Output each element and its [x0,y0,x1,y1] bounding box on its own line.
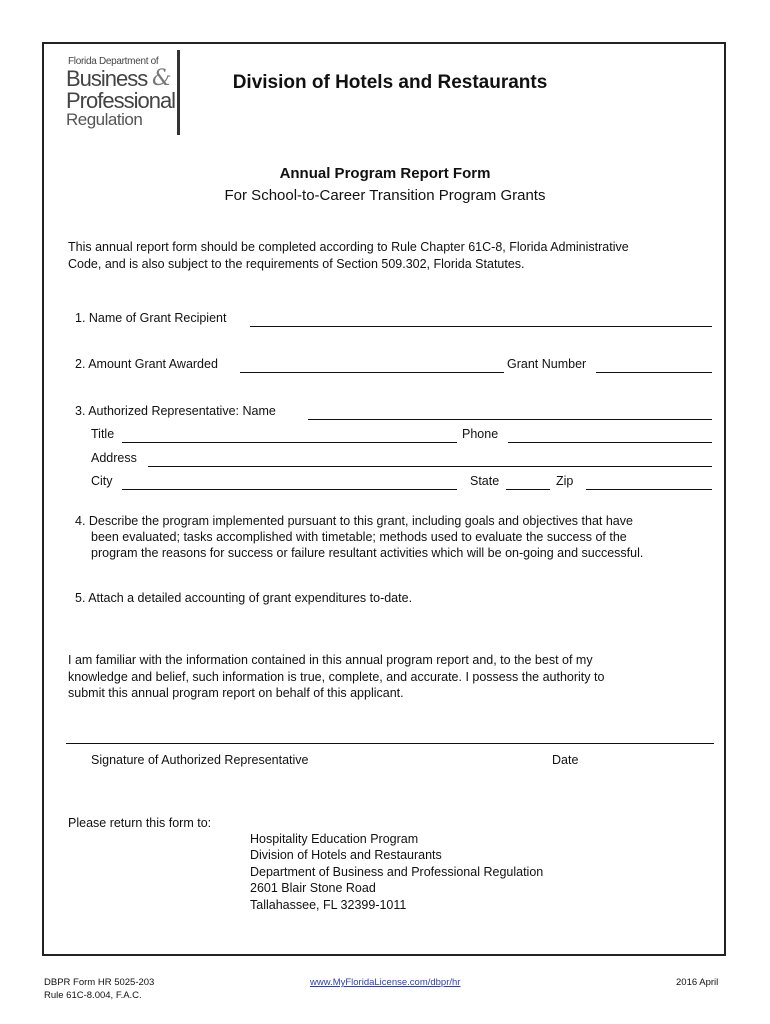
return-address-line: Department of Business and Professional Regulation [250,865,544,879]
rep-name-label: 3. Authorized Representative: Name [75,404,276,418]
logo-line-3: Professional [66,88,176,113]
amount-awarded-field[interactable] [240,372,504,373]
logo-ampersand: & [152,66,172,91]
rep-address-field[interactable] [148,466,712,467]
rule-reference: Rule 61C-8.004, F.A.C. [44,990,142,1001]
rep-phone-field[interactable] [508,442,712,443]
rep-zip-field[interactable] [586,489,712,490]
certification-line-2: knowledge and belief, such information is true, complete, and accurate. I possess the authority to [68,670,605,684]
rep-phone-label: Phone [462,427,499,441]
certification-line-1: I am familiar with the information contained in this annual program report and, to the best of my [68,653,593,667]
logo-line-2: Business [66,66,148,91]
rep-city-field[interactable] [122,489,457,490]
intro-line-1: This annual report form should be completed according to Rule Chapter 61C-8, Florida Administrative [68,240,629,254]
program-description-line-3: program the reasons for success or failure resultant activities which will be on-going and successful. [91,546,644,560]
program-description-line-1: 4. Describe the program implemented pursuant to this grant, including goals and objectives that have [75,514,633,528]
logo-line-1: Florida Department of [68,56,159,67]
form-subtitle: For School-to-Career Transition Program Grants [224,187,546,204]
program-description-line-2: been evaluated; tasks accomplished with timetable; methods used to evaluate the success of the [91,530,627,544]
dbpr-logo [60,50,180,135]
revision-date: 2016 April [676,977,719,988]
rep-title-field[interactable] [122,442,457,443]
rep-address-label: Address [91,451,137,465]
amount-awarded-label: 2. Amount Grant Awarded [75,357,218,371]
logo-line-4: Regulation [66,110,143,129]
signature-field[interactable] [66,743,714,744]
return-address-line: Division of Hotels and Restaurants [250,848,442,862]
certification-line-3: submit this annual program report on behalf of this applicant. [68,686,404,700]
return-label: Please return this form to: [68,816,212,830]
grant-number-label: Grant Number [507,357,587,371]
rep-city-label: City [91,474,113,488]
grant-recipient-label: 1. Name of Grant Recipient [75,311,227,325]
grant-recipient-field[interactable] [250,326,712,327]
date-label: Date [552,753,579,767]
form-number: DBPR Form HR 5025-203 [44,977,155,988]
division-title: Division of Hotels and Restaurants [232,72,548,93]
website-link[interactable]: www.MyFloridaLicense.com/dbpr/hr [310,977,461,988]
form-title: Annual Program Report Form [279,165,491,182]
rep-title-label: Title [91,427,115,441]
return-address-line: Tallahassee, FL 32399-1011 [250,898,407,912]
rep-zip-label: Zip [556,474,574,488]
intro-line-2: Code, and is also subject to the requirements of Section 509.302, Florida Statutes. [68,257,525,271]
return-address-line: 2601 Blair Stone Road [250,881,376,895]
rep-name-field[interactable] [308,419,712,420]
grant-number-field[interactable] [596,372,712,373]
rep-state-field[interactable] [506,489,550,490]
rep-state-label: State [470,474,500,488]
signature-label: Signature of Authorized Representative [91,753,309,767]
expenditures-label: 5. Attach a detailed accounting of grant expenditures to-date. [75,591,413,605]
return-address-line: Hospitality Education Program [250,832,419,846]
